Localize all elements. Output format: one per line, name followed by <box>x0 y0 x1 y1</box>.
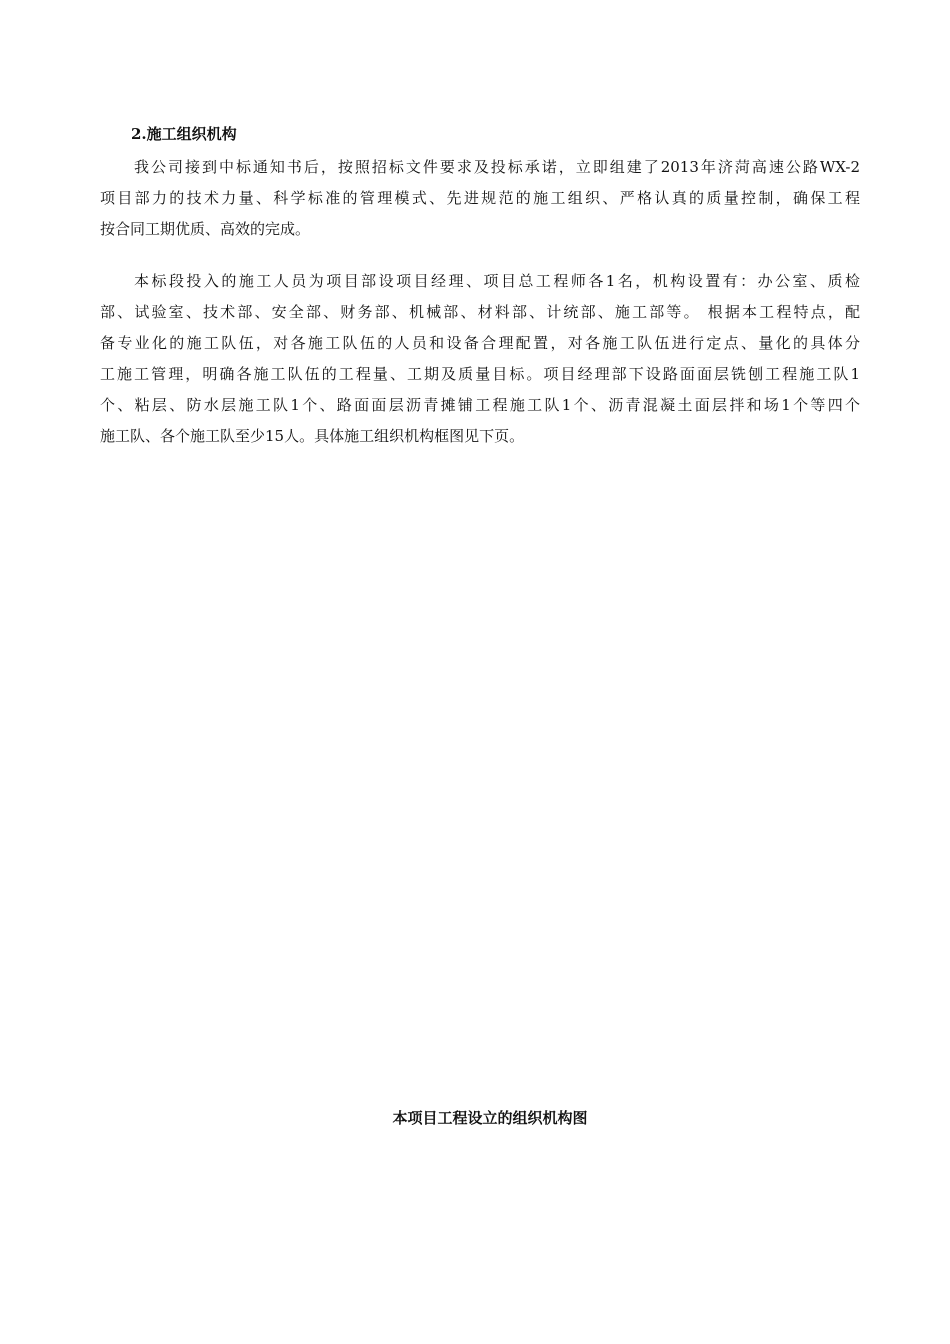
figure-caption: 本项目工程设立的组织机构图 <box>392 1109 588 1127</box>
paragraph-line: 项目部力的技术力量、科学标准的管理模式、先进规范的施工组织、严格认真的质量控制，确保工程 <box>100 189 860 207</box>
paragraph-line: 工施工管理，明确各施工队伍的工程量、工期及质量目标。项目经理部下设路面面层铣刨工程施工队1 <box>100 365 860 383</box>
paragraph-line: 我公司接到中标通知书后，按照招标文件要求及投标承诺，立即组建了2013年济菏高速公路WX-2 <box>134 158 860 176</box>
paragraph-line: 施工队、各个施工队至少15人。具体施工组织机构框图见下页。 <box>100 427 525 445</box>
section-heading: 2.施工组织机构 <box>131 125 237 143</box>
paragraph-line: 本标段投入的施工人员为项目部设项目经理、项目总工程师各1名，机构设置有：办公室、质检 <box>134 272 860 290</box>
paragraph-line: 个、粘层、防水层施工队1个、路面面层沥青摊铺工程施工队1个、沥青混凝土面层拌和场1个等四个 <box>100 396 860 414</box>
paragraph-line: 部、试验室、技术部、安全部、财务部、机械部、材料部、计统部、施工部等。 根据本工程特点，配 <box>100 303 860 321</box>
paragraph-staffing <box>100 266 860 452</box>
paragraph-team-formation <box>100 152 860 245</box>
paragraph-line: 备专业化的施工队伍，对各施工队伍的人员和设备合理配置，对各施工队伍进行定点、量化的具体分 <box>100 334 860 352</box>
paragraph-line: 按合同工期优质、高效的完成。 <box>100 220 311 238</box>
